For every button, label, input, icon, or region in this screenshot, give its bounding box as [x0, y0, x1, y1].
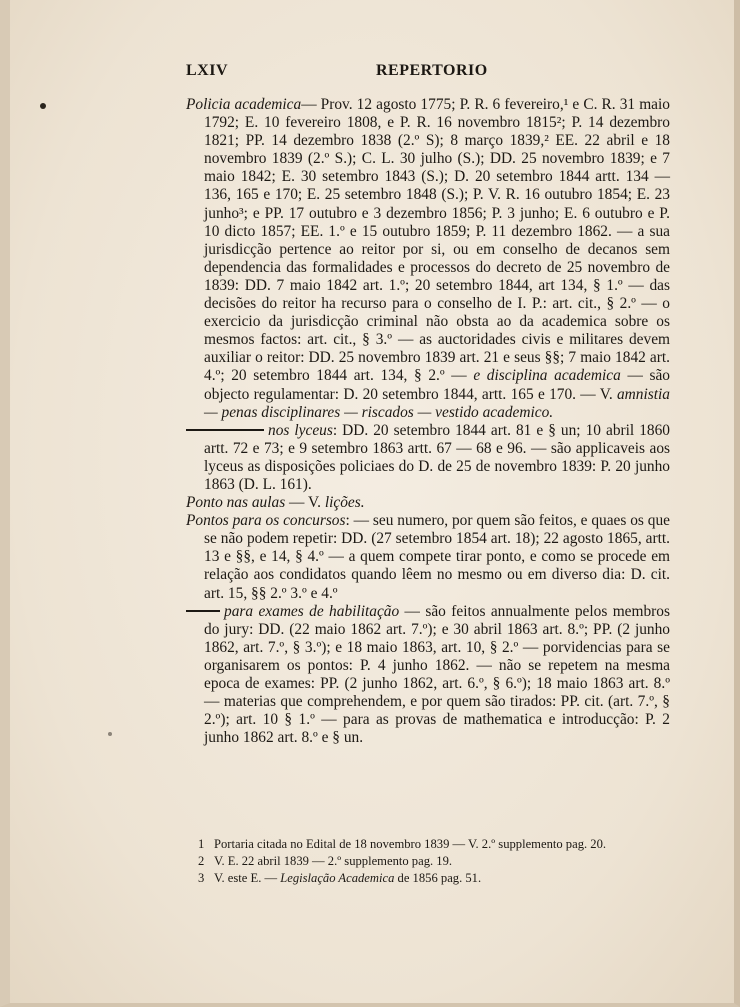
- entry-term: Ponto nas aulas: [186, 494, 286, 512]
- running-title: REPERTORIO: [376, 62, 488, 79]
- repeat-dash: [186, 610, 220, 612]
- repeat-dash: [186, 429, 264, 431]
- entry-see-also: amnistia — penas disciplinares — riscados — vestido academico.: [204, 385, 670, 421]
- entry-text: : DD. 20 setembro 1844 art. 81 e § un; 10 abril 1860 artt. 72 e 73; e 9 setembro 1863 artt. 67 — 68 e 96. — são applicaveis aos lyceus as disposições policiaes do D. de 25 de novembro 1839: P. 20 junho 1863 (D. L. 161).: [204, 421, 671, 493]
- footnote-text: V. este E. —: [214, 871, 281, 885]
- footnote: [198, 870, 698, 887]
- footnote-mark: 3: [198, 871, 205, 885]
- entry-exames-habilitacao: [186, 603, 670, 748]
- entry-text: — Prov. 12 agosto 1775; P. R. 6 fevereiro,¹ e C. R. 31 maio 1792; E. 10 fevereiro 1808, e P. R. 16 novembro 1815²; P. 14 dezembro 1821; PP. 14 dezembro 1838 (2.º S); 8 março 1839,² EE. 22 abril e 18 novembro 1839 (2.º S.); C. L. 30 julho (S.); DD. 25 novembro 1839; e 7 maio 1842; E. 30 setembro 1843 (S.); D. 20 setembro 1844 artt. 134 — 136, 165 e 170; E. 25 setembro 1848 (S.); P. V. R. 16 outubro 1854; E. 23 junho³; e PP. 17 outubro e 3 dezembro 1856; P. 3 junho; E. 6 outubro e P. 10 dicto 1857; EE. 1.º e 15 outubro 1859; P. 11 dezembro 1862. — a sua jurisdicção pertence ao reitor por si, ou em conselho de decanos sem dependencia das formalidades e processos do decreto de 25 novembro de 1839: DD. 7 maio 1842 art. 1.º; 20 setembro 1844, art 134, § 1.º — das decisões do reitor ha recurso para o conselho de I. P.: art. cit., § 2.º — o exercicio da jurisdicção criminal não obsta ao da academica sobre os mesmos factos: art. cit., § 3.º — as auctoridades civis e militares devem auxiliar o reitor: DD. 25 novembro 1839 art. 21 e seus §§; 7 maio 1842 art. 4.º; 20 setembro 1844 art. 134, § 2.º —: [204, 96, 670, 385]
- entry-see-also: lições.: [324, 494, 365, 512]
- ink-spot: [40, 103, 46, 109]
- footnote-text: V. E. 22 abril 1839 — 2.º supplemento pag. 19.: [214, 854, 453, 868]
- page-header: [186, 62, 706, 84]
- entry-nos-lyceus: [186, 422, 670, 494]
- entry-term: para exames de habilitação: [224, 602, 400, 620]
- repertorio-entries: [186, 96, 670, 747]
- entry-ponto-nas-aulas: [186, 494, 670, 512]
- footnote-mark: 1: [198, 837, 205, 851]
- entry-policia-academica: [186, 96, 670, 422]
- entry-term: Pontos para os concursos: [186, 512, 346, 530]
- footnote-mark: 2: [198, 854, 205, 868]
- footnote-italic: Legislação Academica: [280, 871, 395, 885]
- entry-text: : — seu numero, por quem são feitos, e quaes os que se não podem repetir: DD. (27 setembro 1854 art. 18); 22 agosto 1865, artt. 13 e §§, e 14, § 4.º — a quem compete tirar ponto, e como se procede em relação aos condidatos quando lêem no mesmo ou em diverso dia: D. cit. art. 15, §§ 2.º 3.º e 4.º: [204, 512, 670, 602]
- entry-term: Policia academica: [186, 96, 302, 113]
- page-number: LXIV: [186, 62, 229, 79]
- entry-text: — são feitos annualmente pelos membros do jury: DD. (22 maio 1862 art. 7.º); e 30 abril 1863 art. 8.º; PP. (2 junho 1862, art. 7.º, § 3.º); e 18 maio 1863, art. 10, § 2.º — porvidencias para se organisarem os pontos: P. 4 junho 1862. — não se repetem na mesma epoca de exames: PP. (2 junho 1862, art. 6.º, § 6.º); 18 maio 1863 art. 8.º — materias que comprehendem, e por quem são tirados: PP. cit. (art. 7.º, § 2.º); art. 10 § 1.º — para as provas de mathematica e introducção: P. 2 junho 1862 art. 8.º e § un.: [204, 602, 670, 747]
- footnote: [198, 836, 698, 853]
- entry-term: nos lyceus: [268, 421, 333, 439]
- entry-subterm: e disciplina academica: [473, 367, 621, 385]
- ink-spot: [108, 732, 112, 736]
- footnote-text: Portaria citada no Edital de 18 novembro 1839 — V. 2.º supplemento pag. 20.: [214, 837, 607, 851]
- footnote-tail: de 1856 pag. 51.: [394, 871, 482, 885]
- entry-text: — V.: [285, 494, 325, 512]
- entry-pontos-concursos: [186, 512, 670, 602]
- footnote: [198, 853, 698, 870]
- entry-text: — são objecto regulamentar: D. 20 setembro 1844, artt. 165 e 170. — V.: [204, 367, 670, 403]
- footnotes: [198, 836, 698, 887]
